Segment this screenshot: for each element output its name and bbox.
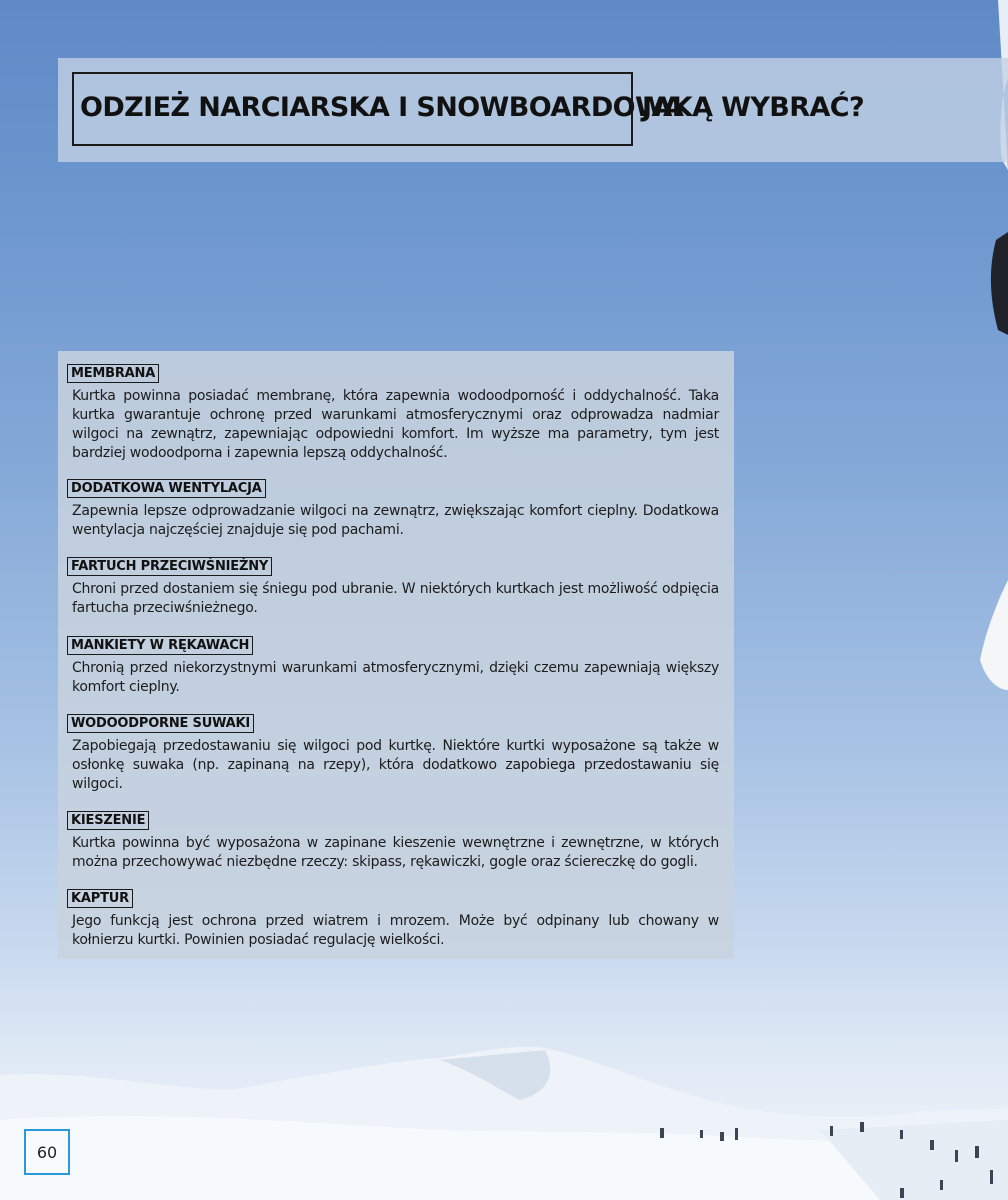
section-text: Jego funkcją jest ochrona przed wiatrem i mrozem. Może być odpinany lub chowany w kołnierzu kurtki. Powinien posiadać regulację wielkości. xyxy=(72,913,719,948)
section-mankiety xyxy=(72,634,719,697)
page-subtitle: JAKĄ WYBRAĆ? xyxy=(642,92,865,123)
section-text: Kurtka powinna być wyposażona w zapinane kieszenie wewnętrzne i zewnętrzne, w których można przechowywać niezbędne rzeczy: skipass, rękawiczki, gogle oraz ściereczkę do gogli. xyxy=(72,835,719,870)
page-title: ODZIEŻ NARCIARSKA I SNOWBOARDOWA xyxy=(80,92,684,123)
section-suwaki xyxy=(72,712,719,794)
section-heading: FARTUCH PRZECIWŚNIEŻNY xyxy=(67,557,272,576)
section-text: Chronią przed niekorzystnymi warunkami atmosferycznymi, dzięki czemu zapewniają większy komfort cieplny. xyxy=(72,660,719,695)
section-heading: MANKIETY W RĘKAWACH xyxy=(67,636,253,655)
section-fartuch xyxy=(72,555,719,618)
page-number: 60 xyxy=(24,1129,70,1175)
section-heading: DODATKOWA WENTYLACJA xyxy=(67,479,266,498)
section-heading: KAPTUR xyxy=(67,889,133,908)
section-text: Zapewnia lepsze odprowadzanie wilgoci na zewnątrz, zwiększając komfort cieplny. Dodatkowa wentylacja najczęściej znajduje się pod pachami. xyxy=(72,503,719,538)
section-kaptur xyxy=(72,887,719,950)
section-heading: WODOODPORNE SUWAKI xyxy=(67,714,254,733)
section-text: Chroni przed dostaniem się śniegu pod ubranie. W niektórych kurtkach jest możliwość odpięcia fartucha przeciwśnieżnego. xyxy=(72,581,719,616)
section-wentylacja xyxy=(72,477,719,540)
section-heading: KIESZENIE xyxy=(67,811,149,830)
section-membrana xyxy=(72,362,719,463)
section-heading: MEMBRANA xyxy=(67,364,159,383)
section-kieszenie xyxy=(72,809,719,872)
section-text: Kurtka powinna posiadać membranę, która zapewnia wodoodporność i oddychalność. Taka kurtka gwarantuje ochronę przed warunkami atmosferycznymi oraz odprowadza nadmiar wilgoci na zewnątrz, zapewniając odpowiedni komfort. Im wyższe ma parametry, tym jest bardziej wodoodporna i zapewnia lepszą oddychalność. xyxy=(72,388,719,461)
section-text: Zapobiegają przedostawaniu się wilgoci pod kurtkę. Niektóre kurtki wyposażone są także w osłonkę suwaka (np. zapinaną na rzepy), która dodatkowo zapobiega przedostawaniu się wilgoci. xyxy=(72,738,719,792)
